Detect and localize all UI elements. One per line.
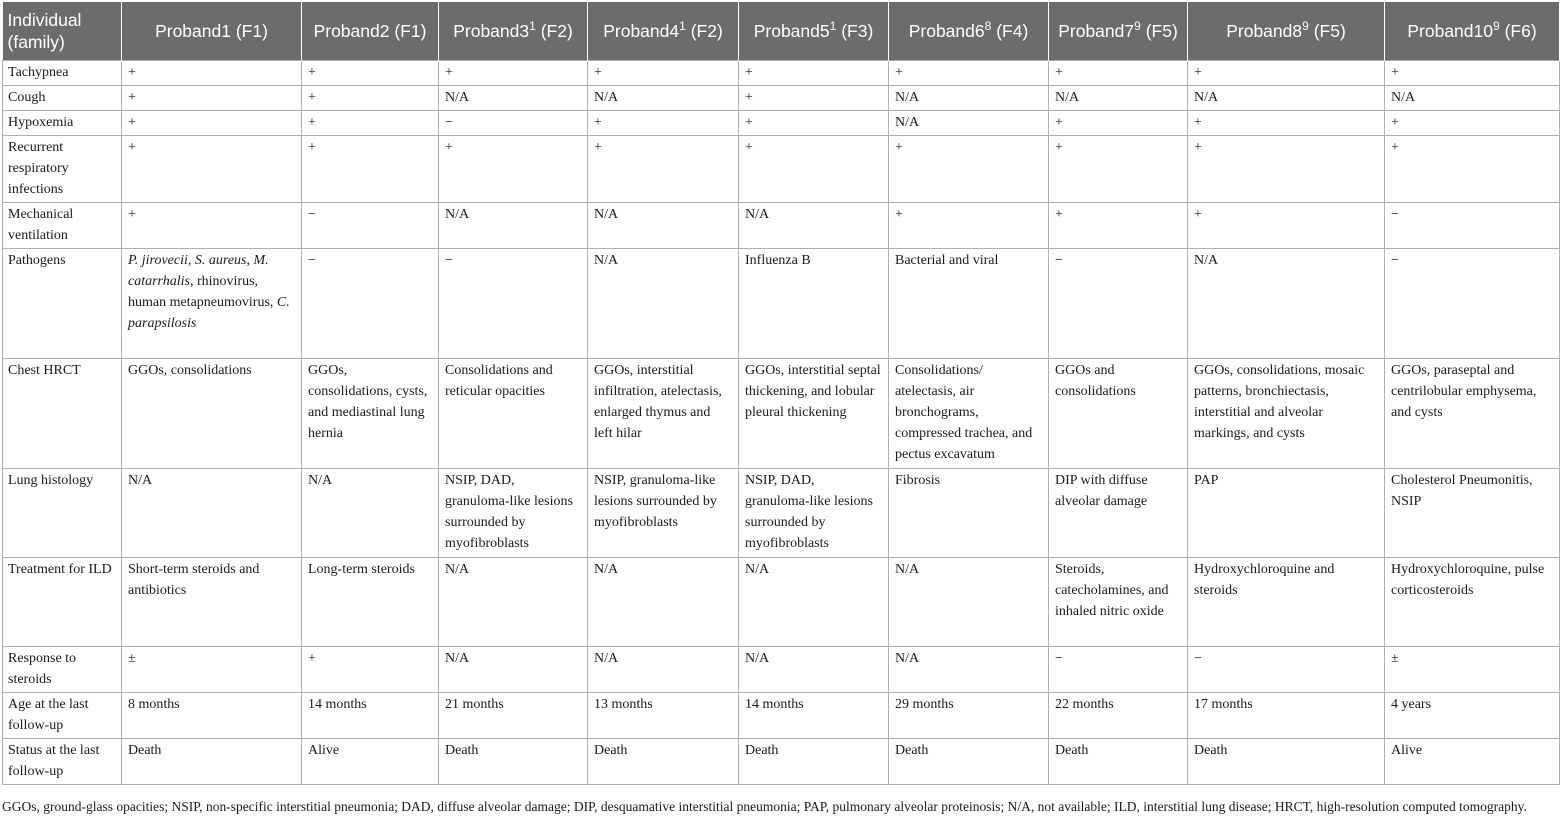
table-cell: N/A [588,86,739,111]
table-row [3,136,1560,203]
table-cell: Death [739,739,889,785]
table-cell: + [1188,61,1385,86]
table-cell: + [302,647,439,693]
table-cell: 4 years [1385,693,1560,739]
table-cell: Death [889,739,1049,785]
table-cell: GGOs, consolidations, cysts, and mediastinal lung hernia [302,359,439,469]
table-cell: N/A [1385,86,1560,111]
table-cell: N/A [122,469,302,558]
pathogen-text: C. parapsilosis [128,295,290,331]
table-row [3,359,1560,469]
header-proband-5: $Proband5^1$ (F3) [739,2,889,61]
table-cell: GGOs, paraseptal and centrilobular emphysema, and cysts [1385,359,1560,469]
header-proband-7: $Proband7^9$ (F5) [1049,2,1188,61]
table-cell: + [1049,203,1188,249]
pathogen-text: , [246,253,254,268]
table-cell: Alive [1385,739,1560,785]
table-cell: DIP with diffuse alveolar damage [1049,469,1188,558]
row-label: Recurrent respiratory infections [3,136,122,203]
table-cell: N/A [889,558,1049,647]
table-cell: Hydroxychloroquine, pulse corticosteroids [1385,558,1560,647]
table-cell: N/A [1188,86,1385,111]
table-cell: + [1385,111,1560,136]
table-cell: + [588,111,739,136]
table-cell: N/A [439,647,588,693]
table-cell: N/A [302,469,439,558]
table-cell: 29 months [889,693,1049,739]
table-cell: N/A [439,86,588,111]
table-cell: ± [122,647,302,693]
table-cell: GGOs and consolidations [1049,359,1188,469]
row-label: Mechanical ventilation [3,203,122,249]
table-cell: − [1049,647,1188,693]
table-cell: NSIP, DAD, granuloma-like lesions surrounded by myofibroblasts [439,469,588,558]
table-cell: Death [1049,739,1188,785]
table-cell: − [1049,249,1188,359]
table-cell: + [1385,136,1560,203]
table-cell: Influenza B [739,249,889,359]
table-cell: N/A [739,647,889,693]
table-cell: N/A [1049,86,1188,111]
table-cell: GGOs, interstitial septal thickening, and lobular pleural thickening [739,359,889,469]
table-row [3,558,1560,647]
table-cell: + [1049,61,1188,86]
table-cell: NSIP, DAD, granuloma-like lesions surrounded by myofibroblasts [739,469,889,558]
table-cell: N/A [439,203,588,249]
table-cell: N/A [588,647,739,693]
table-cell: + [302,86,439,111]
table-cell: − [1385,203,1560,249]
row-label: Treatment for ILD [3,558,122,647]
table-cell: + [739,86,889,111]
table-row [3,249,1560,359]
table-cell: + [739,111,889,136]
table-cell: N/A [889,647,1049,693]
table-cell: GGOs, interstitial infiltration, atelectasis, enlarged thymus and left hilar [588,359,739,469]
table-cell: + [889,203,1049,249]
table-cell: 8 months [122,693,302,739]
table-cell: Hydroxychloroquine and steroids [1188,558,1385,647]
table-cell: + [1385,61,1560,86]
header-proband-8: $Proband8^9$ (F5) [1188,2,1385,61]
table-cell: N/A [1188,249,1385,359]
row-label: Age at the last follow-up [3,693,122,739]
table-cell: + [588,136,739,203]
header-proband-4: $Proband4^1$ (F2) [588,2,739,61]
table-cell: + [122,86,302,111]
table-cell: + [1188,136,1385,203]
table-cell: − [439,111,588,136]
table-cell: + [122,203,302,249]
table-cell: + [122,111,302,136]
table-cell: + [1049,136,1188,203]
pathogen-text: , rhinovirus, human metapneumovirus, [128,274,277,310]
header-proband-3: $Proband3^1$ (F2) [439,2,588,61]
table-cell: N/A [588,203,739,249]
table-cell: Long-term steroids [302,558,439,647]
row-label: Chest HRCT [3,359,122,469]
table-cell: − [439,249,588,359]
table-cell: Cholesterol Pneumonitis, NSIP [1385,469,1560,558]
table-row [3,647,1560,693]
row-label: Cough [3,86,122,111]
table-cell: Consolidations and reticular opacities [439,359,588,469]
table-cell: + [302,61,439,86]
table-row [3,203,1560,249]
table-cell: + [439,61,588,86]
table-cell: − [1385,249,1560,359]
table-cell: N/A [588,249,739,359]
table-cell-pathogens-proband-1 [122,249,302,359]
table-cell: NSIP, granuloma-like lesions surrounded by myofibroblasts [588,469,739,558]
table-cell: N/A [889,86,1049,111]
table-cell: + [889,61,1049,86]
table-cell: + [302,111,439,136]
row-label: Status at the last follow-up [3,739,122,785]
table-cell: GGOs, consolidations, mosaic patterns, bronchiectasis, interstitial and alveolar markings, and cysts [1188,359,1385,469]
table-cell: 14 months [302,693,439,739]
table-row [3,111,1560,136]
table-cell: + [1049,111,1188,136]
table-cell: ± [1385,647,1560,693]
table-cell: Death [122,739,302,785]
table-cell: + [122,136,302,203]
table-cell: − [1188,647,1385,693]
table-cell: + [1188,111,1385,136]
pathogen-text: P. jirovecii [128,253,188,268]
table-cell: N/A [739,203,889,249]
header-proband-2: Proband2 (F1) [302,2,439,61]
table-cell: 13 months [588,693,739,739]
clinical-features-table [2,2,1560,785]
table-cell: + [739,61,889,86]
table-cell: N/A [588,558,739,647]
table-cell: Steroids, catecholamines, and inhaled nitric oxide [1049,558,1188,647]
table-cell: 14 months [739,693,889,739]
table-cell: Death [1188,739,1385,785]
row-label: Lung histology [3,469,122,558]
table-cell: N/A [739,558,889,647]
header-proband-1: Proband1 (F1) [122,2,302,61]
table-cell: N/A [889,111,1049,136]
table-cell: Short-term steroids and antibiotics [122,558,302,647]
table-cell: N/A [439,558,588,647]
row-label: Response to steroids [3,647,122,693]
table-row [3,693,1560,739]
table-cell: + [439,136,588,203]
table-cell: 22 months [1049,693,1188,739]
table-row [3,61,1560,86]
table-cell: Fibrosis [889,469,1049,558]
row-label: Tachypnea [3,61,122,86]
header-proband-6: $Proband6^8$ (F4) [889,2,1049,61]
table-cell: Bacterial and viral [889,249,1049,359]
pathogen-text: M. catarrhalis [128,253,269,289]
table-cell: Alive [302,739,439,785]
header-individual-family: Individual (family) [3,2,122,61]
header-proband-10: $Proband10^9$ (F6) [1385,2,1560,61]
pathogen-text: S. aureus [194,253,247,268]
table-cell: PAP [1188,469,1385,558]
table-cell: + [122,61,302,86]
table-cell: − [302,249,439,359]
table-cell: + [302,136,439,203]
table-cell: 21 months [439,693,588,739]
table-cell: Death [588,739,739,785]
table-cell: GGOs, consolidations [122,359,302,469]
pathogen-text: , [187,253,195,268]
table-cell: Death [439,739,588,785]
table-cell: + [1188,203,1385,249]
table-row [3,739,1560,785]
table-row [3,86,1560,111]
table-cell: 17 months [1188,693,1385,739]
row-label: Pathogens [3,249,122,359]
table-cell: − [302,203,439,249]
table-cell: + [889,136,1049,203]
header-row [3,2,1560,61]
table-cell: + [739,136,889,203]
table-cell: Consolidations/ atelectasis, air bronchograms, compressed trachea, and pectus excavatum [889,359,1049,469]
table-footnote: GGOs, ground-glass opacities; NSIP, non-specific interstitial pneumonia; DAD, diffuse alveolar damage; DIP, desquamative interstitial pneumonia; PAP, pulmonary alveolar proteinosis; N/A, not available; ILD, interstitial lung disease; HRCT, high-resolution computed tomography. [2,799,1527,814]
table-row [3,469,1560,558]
table-cell: + [588,61,739,86]
row-label: Hypoxemia [3,111,122,136]
